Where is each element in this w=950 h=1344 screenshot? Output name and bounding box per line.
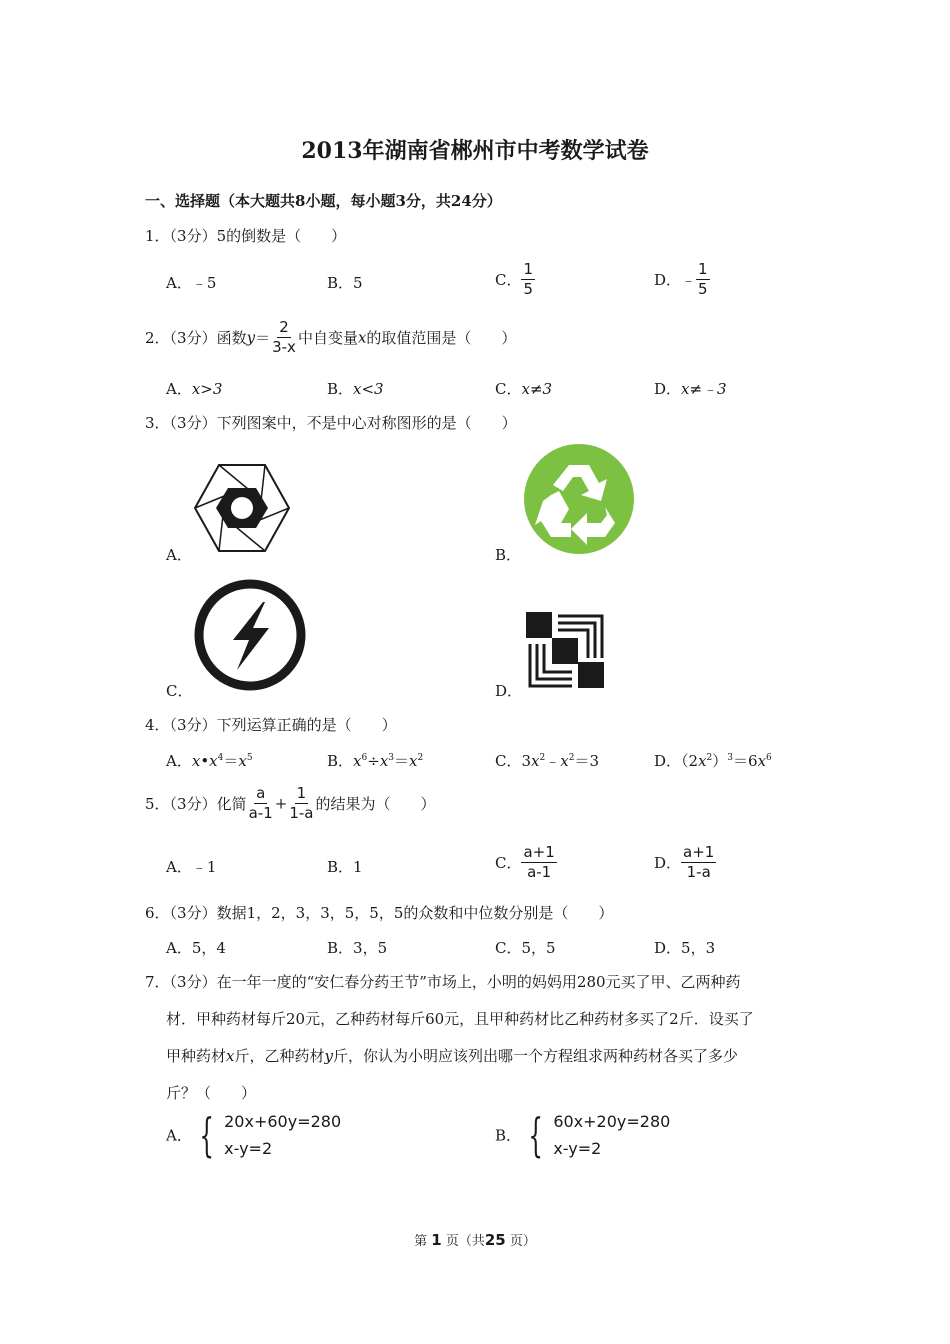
question-1-stem: 1．（3分）5的倒数是（ ）: [145, 227, 347, 245]
question-2-stem: 2．（3分）函数y＝ $\frac{2}{3-x}$ 中自变量x的取值范围是（ ）: [145, 318, 517, 356]
q1-option-c: C． $\frac{1}{5}$: [495, 260, 534, 298]
q3-option-b: B．: [495, 546, 522, 564]
stacked-squares-figure: [524, 610, 606, 690]
q2-option-a: A．x>3: [166, 380, 223, 398]
question-3-stem: 3．（3分）下列图案中，不是中心对称图形的是（ ）: [145, 414, 517, 432]
fraction: $\frac{a+1}{1-a}$: [683, 843, 715, 881]
question-4-stem: 4．（3分）下列运算正确的是（ ）: [145, 716, 397, 734]
question-7-line-4: 斤？（ ）: [166, 1084, 257, 1102]
fraction: $\frac{2}{3-x}$: [272, 318, 296, 356]
question-7-line-1: 7．（3分）在一年一度的“安仁春分药王节”市场上，小明的妈妈用280元买了甲、乙两种药: [145, 973, 741, 991]
q5-option-c: C． $\frac{a+1}{a-1}$: [495, 843, 555, 881]
fraction: $\frac{1}{5}$: [523, 260, 534, 298]
q4-option-d: D．$(2x^2)^3=6x^6$: [654, 752, 772, 770]
q7-option-a: A． { 20x+60y=280 x-y=2: [166, 1108, 342, 1162]
q5-option-d: D． $\frac{a+1}{1-a}$: [654, 843, 715, 881]
fraction: $\frac{1}{5}$: [698, 260, 708, 298]
page-footer: 第 1 页（共25 页）: [414, 1231, 536, 1249]
question-7-line-3: 甲种药材x斤，乙种药材y斤，你认为小明应该列出哪一个方程组求两种药材各买了多少: [166, 1047, 738, 1065]
fraction: $\frac{a+1}{a-1}$: [523, 843, 555, 881]
equation-system: { 60x+20y=280 x-y=2: [528, 1108, 671, 1162]
q4-option-b: B．$x^6\div x^3=x^2$: [327, 752, 424, 770]
q6-option-a: A．5，4: [166, 939, 226, 957]
q6-option-c: C．5，5: [495, 939, 556, 957]
fraction: $\frac{1}{1-a}$: [289, 784, 314, 822]
q2-option-d: D．x≠﹣3: [654, 380, 727, 398]
q3-option-c: C．: [166, 682, 193, 700]
hexagon-pattern-figure: [192, 462, 292, 554]
q5-option-b: B．1: [327, 858, 363, 876]
q1-option-d: D．﹣ $\frac{1}{5}$: [654, 260, 708, 298]
section-heading: 一、选择题（本大题共8小题，每小题3分，共24分）: [145, 192, 502, 210]
q5-option-a: A．﹣1: [166, 858, 217, 876]
q2-option-c: C．x≠3: [495, 380, 553, 398]
q6-option-d: D．5，3: [654, 939, 716, 957]
q3-option-a: A．: [166, 546, 192, 564]
question-7-line-2: 材．甲种药材每斤20元，乙种药材每斤60元，且甲种药材比乙种药材多买了2斤．设买了: [166, 1010, 754, 1028]
q1-option-a: A．﹣5: [166, 274, 217, 292]
page-title: 2013年湖南省郴州市中考数学试卷: [301, 138, 649, 164]
lightning-bolt-icon: [193, 578, 307, 692]
question-5-stem: 5．（3分）化简 $\frac{a}{a-1}$ + $\frac{1}{1-a}$ 的结果为（ ）: [145, 784, 436, 822]
q1-option-b: B．5: [327, 274, 363, 292]
q2-option-b: B．x<3: [327, 380, 384, 398]
recycle-icon: [523, 443, 635, 555]
q4-option-a: A．$x•x^4=x^5$: [166, 752, 253, 770]
q7-option-b: B． { 60x+20y=280 x-y=2: [495, 1108, 671, 1162]
fraction: $\frac{a}{a-1}$: [248, 784, 273, 822]
q6-option-b: B．3，5: [327, 939, 388, 957]
q4-option-c: C．$3x^2﹣x^2=3$: [495, 752, 599, 770]
question-6-stem: 6．（3分）数据1，2，3，3，5，5，5的众数和中位数分别是（ ）: [145, 904, 614, 922]
q3-option-d: D．: [495, 682, 523, 700]
equation-system: { 20x+60y=280 x-y=2: [199, 1108, 342, 1162]
